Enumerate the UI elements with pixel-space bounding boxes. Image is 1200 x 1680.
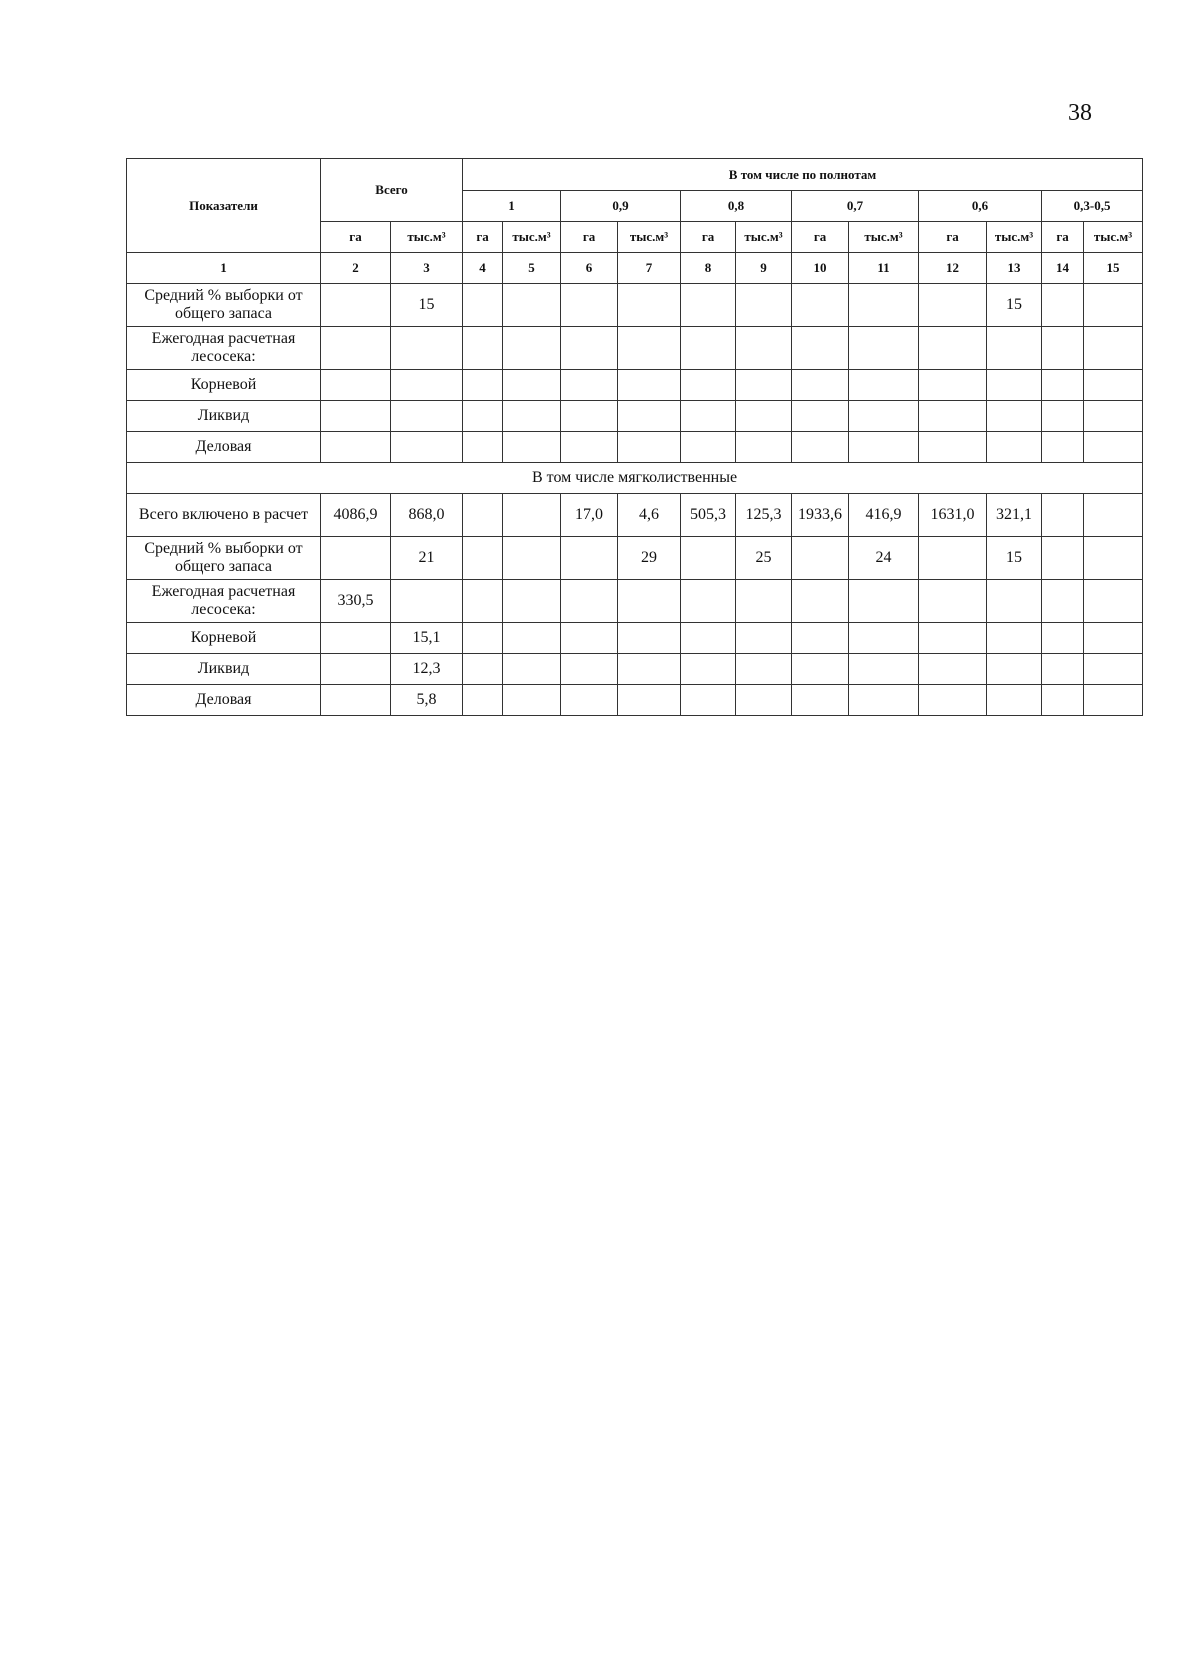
unit-volume: тыс.м³ bbox=[736, 222, 792, 253]
forest-table bbox=[126, 158, 1143, 716]
table-cell bbox=[1084, 494, 1143, 537]
table-cell bbox=[919, 327, 987, 370]
table-row bbox=[127, 432, 1143, 463]
table-cell: 505,3 bbox=[681, 494, 736, 537]
column-number: 8 bbox=[681, 253, 736, 284]
table-cell bbox=[321, 327, 391, 370]
table-cell bbox=[736, 284, 792, 327]
table-cell bbox=[1042, 284, 1084, 327]
table-row bbox=[127, 284, 1143, 327]
table-cell bbox=[849, 654, 919, 685]
section-softwood bbox=[127, 463, 1143, 716]
unit-volume: тыс.м³ bbox=[1084, 222, 1143, 253]
table-cell bbox=[919, 580, 987, 623]
table-row bbox=[127, 537, 1143, 580]
table-cell bbox=[919, 623, 987, 654]
table-cell bbox=[849, 432, 919, 463]
table-cell bbox=[792, 401, 849, 432]
table-cell bbox=[736, 654, 792, 685]
table-cell bbox=[463, 685, 503, 716]
table-cell bbox=[681, 284, 736, 327]
table-cell bbox=[463, 580, 503, 623]
section-top bbox=[127, 284, 1143, 463]
table-cell bbox=[1042, 537, 1084, 580]
table-cell bbox=[503, 623, 561, 654]
table-cell bbox=[987, 401, 1042, 432]
table-cell bbox=[503, 580, 561, 623]
table-row bbox=[127, 494, 1143, 537]
table-cell bbox=[618, 370, 681, 401]
table-cell bbox=[503, 370, 561, 401]
row-label: Ежегодная расчетная лесосека: bbox=[127, 327, 321, 370]
table-cell bbox=[919, 432, 987, 463]
row-label: Ликвид bbox=[127, 401, 321, 432]
table-cell bbox=[1084, 327, 1143, 370]
table-cell bbox=[792, 654, 849, 685]
table-row bbox=[127, 580, 1143, 623]
table-cell bbox=[987, 327, 1042, 370]
table-cell bbox=[463, 370, 503, 401]
table-cell bbox=[463, 654, 503, 685]
table-cell: 15 bbox=[391, 284, 463, 327]
table-cell bbox=[618, 432, 681, 463]
table-cell bbox=[1042, 432, 1084, 463]
unit-ha: га bbox=[792, 222, 849, 253]
table-cell: 330,5 bbox=[321, 580, 391, 623]
unit-ha: га bbox=[1042, 222, 1084, 253]
table-cell: 15 bbox=[987, 537, 1042, 580]
table-cell: 1631,0 bbox=[919, 494, 987, 537]
column-number: 12 bbox=[919, 253, 987, 284]
table-cell bbox=[849, 623, 919, 654]
table-cell bbox=[561, 654, 618, 685]
table-cell bbox=[618, 284, 681, 327]
table-cell bbox=[987, 580, 1042, 623]
table-cell bbox=[987, 654, 1042, 685]
table-cell bbox=[919, 537, 987, 580]
table-cell bbox=[1042, 370, 1084, 401]
table-cell: 416,9 bbox=[849, 494, 919, 537]
table-cell bbox=[919, 654, 987, 685]
table-cell bbox=[503, 494, 561, 537]
table-cell bbox=[561, 284, 618, 327]
table-cell bbox=[987, 685, 1042, 716]
header-density-group: 0,9 bbox=[561, 191, 681, 222]
table-cell bbox=[792, 370, 849, 401]
table-cell bbox=[792, 537, 849, 580]
table-row bbox=[127, 401, 1143, 432]
table-cell bbox=[987, 432, 1042, 463]
table-cell bbox=[681, 432, 736, 463]
table-cell bbox=[1084, 623, 1143, 654]
table-cell bbox=[919, 685, 987, 716]
table-cell bbox=[681, 580, 736, 623]
table-cell: 5,8 bbox=[391, 685, 463, 716]
table-cell bbox=[1084, 537, 1143, 580]
table-cell bbox=[1042, 580, 1084, 623]
table-cell: 125,3 bbox=[736, 494, 792, 537]
table-cell bbox=[321, 401, 391, 432]
column-number: 10 bbox=[792, 253, 849, 284]
table-cell: 25 bbox=[736, 537, 792, 580]
table-cell bbox=[503, 685, 561, 716]
table-cell bbox=[503, 654, 561, 685]
table-cell bbox=[1042, 685, 1084, 716]
table-cell bbox=[736, 580, 792, 623]
table-cell: 321,1 bbox=[987, 494, 1042, 537]
header-density-group: 0,7 bbox=[792, 191, 919, 222]
table-cell bbox=[736, 401, 792, 432]
table-cell bbox=[987, 370, 1042, 401]
table-cell bbox=[391, 580, 463, 623]
table-cell bbox=[792, 623, 849, 654]
row-label: Средний % выборки от общего запаса bbox=[127, 537, 321, 580]
table-cell bbox=[849, 327, 919, 370]
table-cell bbox=[849, 685, 919, 716]
table-cell bbox=[503, 537, 561, 580]
header-total: Всего bbox=[321, 159, 463, 222]
table-cell bbox=[1084, 685, 1143, 716]
table-cell bbox=[681, 685, 736, 716]
table-cell bbox=[987, 623, 1042, 654]
table-cell bbox=[618, 580, 681, 623]
table-cell bbox=[1084, 432, 1143, 463]
table-cell bbox=[561, 401, 618, 432]
table-cell bbox=[1084, 654, 1143, 685]
table-cell bbox=[561, 432, 618, 463]
header-by-density: В том числе по полнотам bbox=[463, 159, 1143, 191]
unit-ha: га bbox=[463, 222, 503, 253]
table-cell bbox=[1042, 327, 1084, 370]
row-label: Ежегодная расчетная лесосека: bbox=[127, 580, 321, 623]
row-label: Всего включено в расчет bbox=[127, 494, 321, 537]
column-number: 9 bbox=[736, 253, 792, 284]
table-cell bbox=[792, 432, 849, 463]
table-cell bbox=[849, 370, 919, 401]
table-cell: 1933,6 bbox=[792, 494, 849, 537]
header-indicators: Показатели bbox=[127, 159, 321, 253]
table-cell: 21 bbox=[391, 537, 463, 580]
column-number: 11 bbox=[849, 253, 919, 284]
table-cell bbox=[1084, 370, 1143, 401]
unit-volume: тыс.м³ bbox=[391, 222, 463, 253]
table-cell bbox=[1042, 623, 1084, 654]
table-cell bbox=[919, 401, 987, 432]
section-title: В том числе мягколиственные bbox=[127, 463, 1143, 494]
table-cell: 24 bbox=[849, 537, 919, 580]
unit-volume: тыс.м³ bbox=[618, 222, 681, 253]
table-cell bbox=[503, 327, 561, 370]
table-cell: 15 bbox=[987, 284, 1042, 327]
table-cell bbox=[792, 284, 849, 327]
unit-ha: га bbox=[321, 222, 391, 253]
column-number-row bbox=[127, 253, 1143, 284]
table-cell bbox=[736, 370, 792, 401]
table-cell bbox=[561, 537, 618, 580]
table-cell bbox=[849, 580, 919, 623]
table-cell bbox=[321, 432, 391, 463]
table-cell bbox=[463, 494, 503, 537]
table-cell bbox=[1042, 654, 1084, 685]
table-cell bbox=[736, 432, 792, 463]
table-cell bbox=[463, 284, 503, 327]
table-cell bbox=[561, 580, 618, 623]
unit-volume: тыс.м³ bbox=[987, 222, 1042, 253]
table-cell bbox=[503, 284, 561, 327]
table-cell bbox=[503, 401, 561, 432]
table-cell bbox=[681, 327, 736, 370]
table-cell bbox=[463, 401, 503, 432]
table-cell bbox=[321, 284, 391, 327]
table-cell bbox=[463, 623, 503, 654]
table-cell bbox=[1084, 284, 1143, 327]
header-density-group: 0,3-0,5 bbox=[1042, 191, 1143, 222]
table-cell bbox=[681, 401, 736, 432]
table-cell bbox=[736, 685, 792, 716]
column-number: 4 bbox=[463, 253, 503, 284]
column-number: 5 bbox=[503, 253, 561, 284]
table-cell bbox=[321, 370, 391, 401]
row-label: Деловая bbox=[127, 685, 321, 716]
table-cell bbox=[391, 370, 463, 401]
column-number: 14 bbox=[1042, 253, 1084, 284]
table-cell bbox=[792, 580, 849, 623]
table-cell bbox=[561, 370, 618, 401]
column-number: 1 bbox=[127, 253, 321, 284]
table-cell bbox=[792, 327, 849, 370]
table-cell bbox=[618, 685, 681, 716]
table-cell: 868,0 bbox=[391, 494, 463, 537]
table-cell bbox=[736, 327, 792, 370]
table-cell bbox=[618, 623, 681, 654]
table-row bbox=[127, 327, 1143, 370]
table-cell bbox=[736, 623, 792, 654]
unit-volume: тыс.м³ bbox=[503, 222, 561, 253]
unit-volume: тыс.м³ bbox=[849, 222, 919, 253]
table-cell bbox=[463, 537, 503, 580]
table-cell bbox=[503, 432, 561, 463]
row-label: Средний % выборки от общего запаса bbox=[127, 284, 321, 327]
table-cell bbox=[1042, 494, 1084, 537]
unit-ha: га bbox=[919, 222, 987, 253]
table-cell bbox=[849, 401, 919, 432]
unit-ha: га bbox=[681, 222, 736, 253]
table-cell: 29 bbox=[618, 537, 681, 580]
table-cell: 15,1 bbox=[391, 623, 463, 654]
column-number: 2 bbox=[321, 253, 391, 284]
table-cell bbox=[681, 370, 736, 401]
column-number: 13 bbox=[987, 253, 1042, 284]
table-cell bbox=[463, 327, 503, 370]
table-cell bbox=[561, 327, 618, 370]
table-cell bbox=[321, 654, 391, 685]
table-cell bbox=[681, 537, 736, 580]
column-number: 15 bbox=[1084, 253, 1143, 284]
table-row bbox=[127, 370, 1143, 401]
table-cell bbox=[321, 537, 391, 580]
unit-ha: га bbox=[561, 222, 618, 253]
column-number: 7 bbox=[618, 253, 681, 284]
table-cell bbox=[1084, 401, 1143, 432]
table-cell bbox=[391, 327, 463, 370]
column-number: 6 bbox=[561, 253, 618, 284]
table-header bbox=[127, 159, 1143, 284]
table-cell bbox=[618, 654, 681, 685]
table-row bbox=[127, 685, 1143, 716]
table-cell bbox=[849, 284, 919, 327]
table-cell: 4,6 bbox=[618, 494, 681, 537]
table-cell bbox=[463, 432, 503, 463]
table-cell bbox=[321, 685, 391, 716]
table-row bbox=[127, 654, 1143, 685]
table-cell: 12,3 bbox=[391, 654, 463, 685]
row-label: Корневой bbox=[127, 623, 321, 654]
row-label: Деловая bbox=[127, 432, 321, 463]
table-cell bbox=[681, 623, 736, 654]
row-label: Корневой bbox=[127, 370, 321, 401]
table-cell bbox=[391, 432, 463, 463]
table-cell bbox=[391, 401, 463, 432]
header-density-group: 0,8 bbox=[681, 191, 792, 222]
table-cell bbox=[792, 685, 849, 716]
table-cell bbox=[919, 284, 987, 327]
table-cell bbox=[618, 401, 681, 432]
table-cell bbox=[561, 623, 618, 654]
table-cell bbox=[1084, 580, 1143, 623]
row-label: Ликвид bbox=[127, 654, 321, 685]
column-number: 3 bbox=[391, 253, 463, 284]
header-density-group: 1 bbox=[463, 191, 561, 222]
table-cell bbox=[1042, 401, 1084, 432]
table-cell bbox=[321, 623, 391, 654]
table-cell bbox=[561, 685, 618, 716]
page-number: 38 bbox=[1068, 100, 1092, 126]
table-cell: 17,0 bbox=[561, 494, 618, 537]
table-cell bbox=[618, 327, 681, 370]
header-density-group: 0,6 bbox=[919, 191, 1042, 222]
table-row bbox=[127, 623, 1143, 654]
table-cell bbox=[919, 370, 987, 401]
table-cell bbox=[681, 654, 736, 685]
table-cell: 4086,9 bbox=[321, 494, 391, 537]
